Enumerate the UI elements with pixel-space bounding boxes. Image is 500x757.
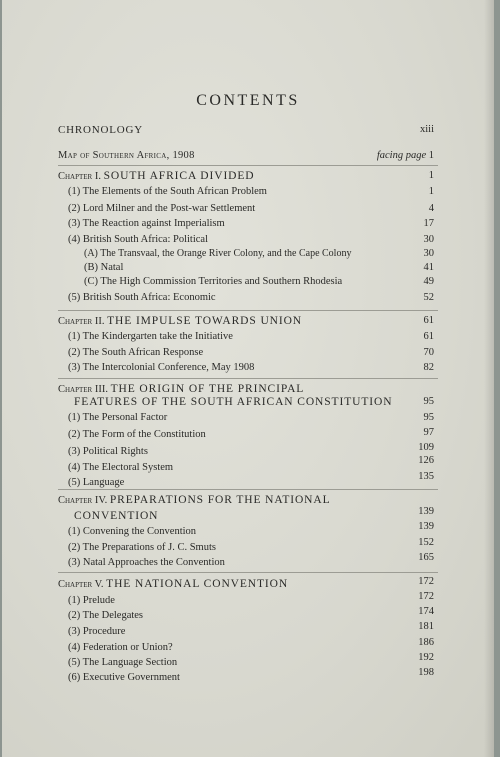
toc-subentry-page: 30 bbox=[423, 248, 434, 259]
toc-subentry-page: 30 bbox=[423, 234, 434, 245]
toc-subsubentry: (A) The Transvaal, the Orange River Colony, and the Cape Colony bbox=[84, 248, 352, 259]
chapter-1-prefix: Chapter I. bbox=[58, 171, 101, 182]
facing-page-label: facing page bbox=[376, 150, 427, 161]
toc-subentry: (4) Federation or Union? bbox=[68, 642, 173, 653]
toc-subentry: (2) The Delegates bbox=[68, 610, 144, 621]
chapter-3-page: 95 bbox=[423, 396, 434, 407]
chapter-4-title-line1: PREPARATIONS FOR THE NATIONAL bbox=[109, 494, 331, 506]
toc-subentry-page: 4 bbox=[428, 203, 434, 214]
chapter-3-title-line1: THE ORIGIN OF THE PRINCIPAL bbox=[110, 383, 305, 395]
toc-subentry-page: 172 bbox=[418, 591, 434, 602]
toc-subentry-page: 135 bbox=[418, 471, 434, 482]
toc-entry-map: Map of Southern Africa, 1908 bbox=[58, 150, 195, 161]
toc-subentry: (1) The Personal Factor bbox=[68, 412, 168, 423]
toc-subentry: (5) The Language Section bbox=[68, 657, 178, 668]
toc-subentry: (2) The Preparations of J. C. Smuts bbox=[68, 542, 216, 553]
chapter-2-title: THE IMPULSE TOWARDS UNION bbox=[107, 315, 303, 327]
toc-subentry-page: 17 bbox=[423, 218, 434, 229]
toc-subentry: (1) The Elements of the South African Problem bbox=[68, 186, 267, 197]
toc-subentry: (2) The Form of the Constitution bbox=[68, 429, 206, 440]
chapter-4-page: 139 bbox=[418, 506, 434, 517]
chapter-5-heading bbox=[58, 578, 288, 591]
toc-subentry: (3) Natal Approaches the Convention bbox=[68, 557, 225, 568]
chapter-2-page: 61 bbox=[423, 315, 434, 326]
toc-subentry-page: 97 bbox=[423, 427, 434, 438]
toc-subsubentry: (C) The High Commission Territories and Southern Rhodesia bbox=[84, 276, 343, 287]
chapter-3-heading-line1 bbox=[58, 383, 304, 396]
toc-subentry-page: 139 bbox=[418, 521, 434, 532]
toc-subentry-page: 109 bbox=[418, 442, 434, 453]
toc-subentry-page: 52 bbox=[423, 292, 434, 303]
toc-subentry-page: 70 bbox=[423, 347, 434, 358]
chapter-4-title-line2: CONVENTION bbox=[74, 510, 159, 522]
chapter-4-heading-line1 bbox=[58, 494, 331, 507]
toc-subentry-page: 61 bbox=[423, 331, 434, 342]
toc-entry-chronology: CHRONOLOGY bbox=[58, 124, 143, 136]
toc-subentry: (4) The Electoral System bbox=[68, 462, 174, 473]
toc-subentry: (3) Political Rights bbox=[68, 446, 148, 457]
toc-subentry-page: 165 bbox=[418, 552, 434, 563]
chapter-4-prefix: Chapter IV. bbox=[58, 495, 108, 506]
chapter-1-page: 1 bbox=[428, 170, 434, 181]
chapter-3-title-line2: FEATURES OF THE SOUTH AFRICAN CONSTITUTION bbox=[74, 396, 393, 408]
toc-subentry: (4) British South Africa: Political bbox=[68, 234, 208, 245]
toc-subentry: (3) Procedure bbox=[68, 626, 126, 637]
chapter-2-heading bbox=[58, 315, 302, 328]
toc-subentry-page: 126 bbox=[418, 455, 434, 466]
chapter-3-prefix: Chapter III. bbox=[58, 384, 108, 395]
toc-subentry-page: 95 bbox=[423, 412, 434, 423]
toc-subentry-page: 82 bbox=[423, 362, 434, 373]
toc-content bbox=[2, 0, 494, 757]
separator-rule bbox=[58, 165, 438, 166]
toc-subsubentry: (B) Natal bbox=[84, 262, 124, 273]
separator-rule bbox=[58, 572, 438, 573]
book-page bbox=[2, 0, 494, 757]
toc-subentry: (6) Executive Government bbox=[68, 672, 180, 683]
toc-subentry: (1) Prelude bbox=[68, 595, 115, 606]
chapter-1-heading bbox=[58, 170, 255, 183]
toc-subentry: (3) The Reaction against Imperialism bbox=[68, 218, 225, 229]
chapter-5-page: 172 bbox=[418, 576, 434, 587]
toc-subentry: (2) The South African Response bbox=[68, 347, 204, 358]
toc-page-chronology: xiii bbox=[419, 124, 434, 135]
toc-subentry-page: 192 bbox=[418, 652, 434, 663]
toc-subentry-page: 174 bbox=[418, 606, 434, 617]
toc-subentry-page: 198 bbox=[418, 667, 434, 678]
toc-subentry: (1) The Kindergarten take the Initiative bbox=[68, 331, 233, 342]
chapter-1-title: SOUTH AFRICA DIVIDED bbox=[103, 170, 255, 182]
toc-subentry-page: 181 bbox=[418, 621, 434, 632]
contents-heading: CONTENTS bbox=[196, 92, 300, 109]
toc-page-map bbox=[324, 150, 434, 162]
toc-subentry-page: 49 bbox=[423, 276, 434, 287]
toc-subentry-page: 152 bbox=[418, 537, 434, 548]
chapter-2-prefix: Chapter II. bbox=[58, 316, 105, 327]
separator-rule bbox=[58, 489, 438, 490]
map-page-number: 1 bbox=[428, 150, 434, 161]
separator-rule bbox=[58, 378, 438, 379]
separator-rule bbox=[58, 310, 438, 311]
toc-subentry: (5) British South Africa: Economic bbox=[68, 292, 216, 303]
toc-subentry: (1) Convening the Convention bbox=[68, 526, 197, 537]
chapter-5-title: THE NATIONAL CONVENTION bbox=[106, 578, 289, 590]
chapter-4-heading-line2 bbox=[74, 510, 158, 523]
toc-subentry-page: 1 bbox=[428, 186, 434, 197]
toc-subentry-page: 186 bbox=[418, 637, 434, 648]
toc-subentry: (3) The Intercolonial Conference, May 1908 bbox=[68, 362, 255, 373]
toc-subentry: (2) Lord Milner and the Post-war Settlement bbox=[68, 203, 256, 214]
toc-subentry-page: 41 bbox=[423, 262, 434, 273]
chapter-5-prefix: Chapter V. bbox=[58, 579, 104, 590]
chapter-3-heading-line2 bbox=[74, 396, 392, 409]
toc-subentry: (5) Language bbox=[68, 477, 125, 488]
